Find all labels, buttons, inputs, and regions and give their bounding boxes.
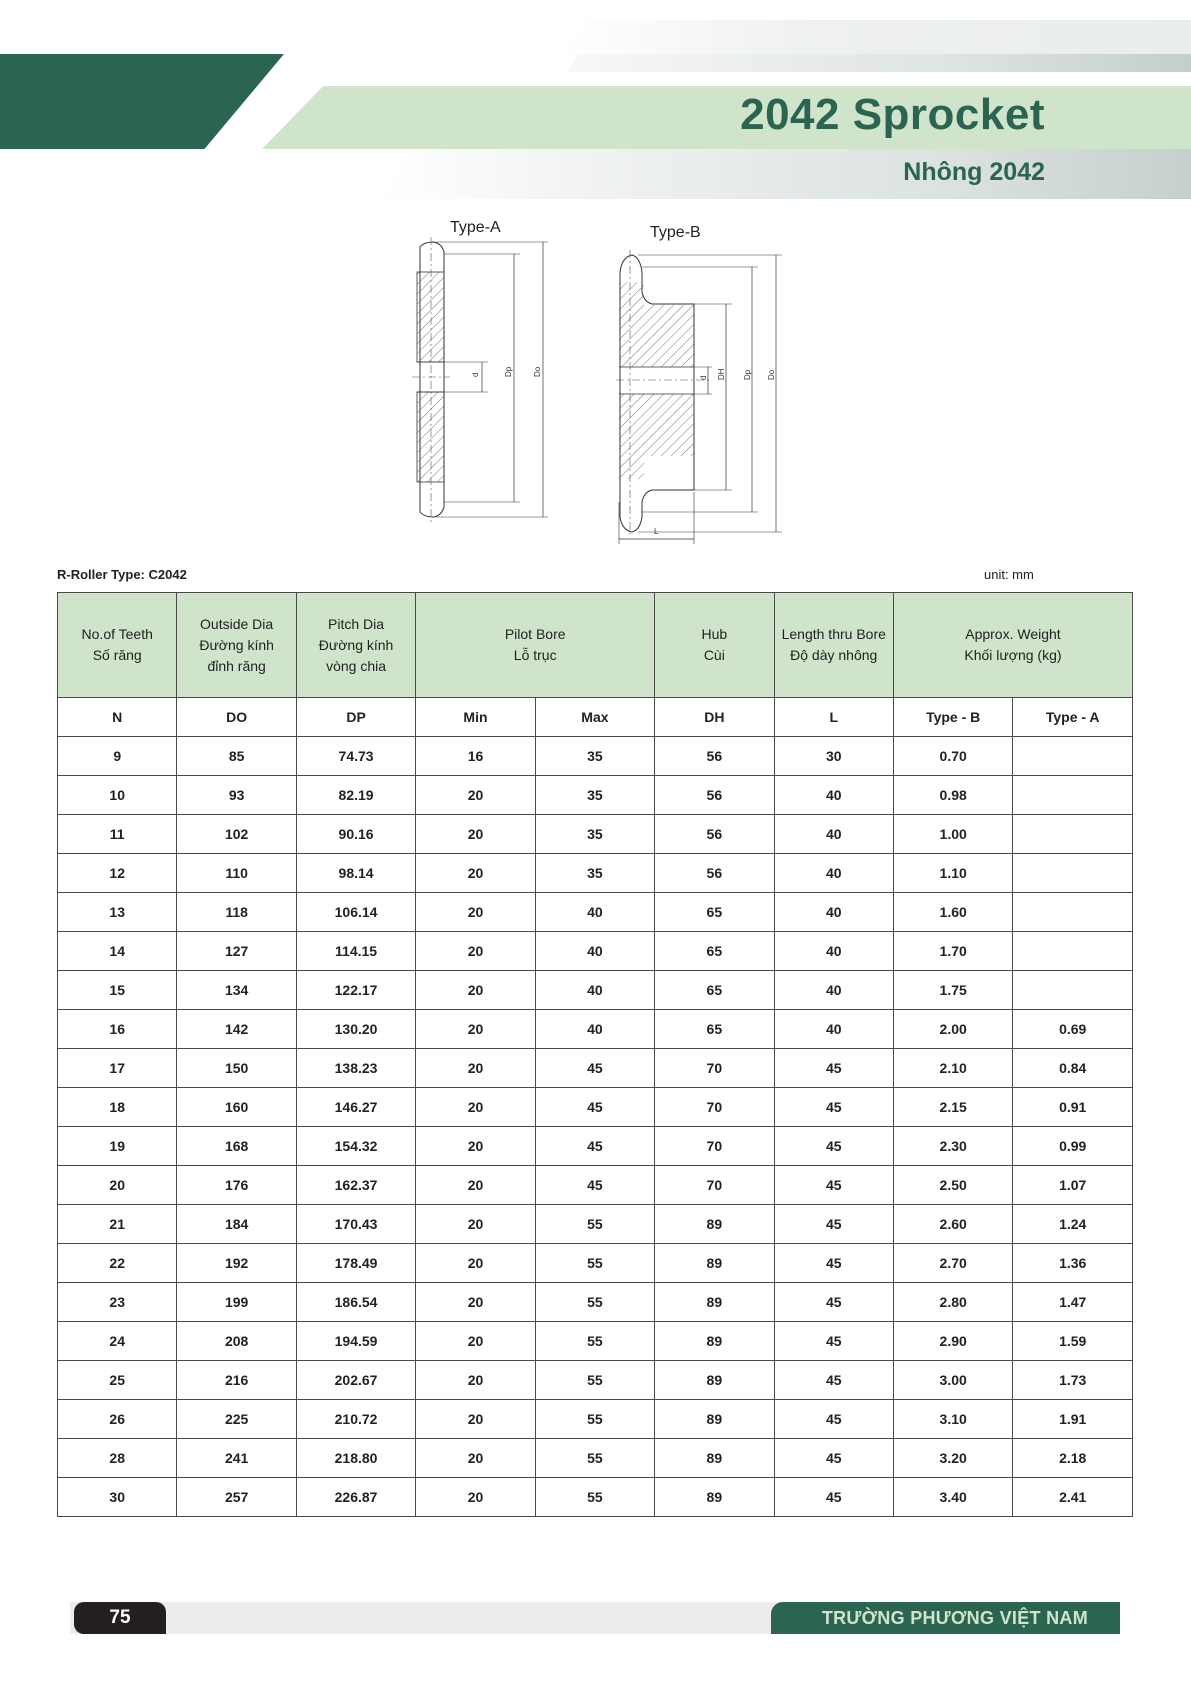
dim-d-label-b: d: [699, 375, 708, 380]
cell-length: 30: [774, 737, 893, 776]
cell-weight-type-b: 0.98: [893, 776, 1012, 815]
cell-teeth: 22: [58, 1244, 177, 1283]
cell-bore-max: 35: [535, 737, 654, 776]
group-header-row: [58, 593, 1133, 698]
cell-weight-type-b: 2.70: [893, 1244, 1012, 1283]
table-row: [58, 1127, 1133, 1166]
cell-length: 45: [774, 1283, 893, 1322]
cell-bore-max: 55: [535, 1244, 654, 1283]
header-approx-weight: Approx. Weight Khối lượng (kg): [893, 593, 1132, 698]
table-row: [58, 1322, 1133, 1361]
cell-length: 45: [774, 1400, 893, 1439]
subheader-do: DO: [177, 698, 296, 737]
cell-bore-max: 55: [535, 1478, 654, 1517]
cell-weight-type-a: [1013, 971, 1133, 1010]
dim-dh-label: DH: [717, 368, 726, 380]
cell-teeth: 18: [58, 1088, 177, 1127]
subheader-l: L: [774, 698, 893, 737]
cell-bore-min: 20: [416, 1205, 535, 1244]
cell-weight-type-a: [1013, 737, 1133, 776]
cell-weight-type-b: 1.10: [893, 854, 1012, 893]
cell-weight-type-b: 2.50: [893, 1166, 1012, 1205]
cell-bore-min: 20: [416, 1127, 535, 1166]
cell-hub: 65: [655, 893, 774, 932]
cell-hub: 89: [655, 1322, 774, 1361]
cell-bore-min: 20: [416, 971, 535, 1010]
cell-pitch-dia: 226.87: [296, 1478, 415, 1517]
cell-length: 40: [774, 815, 893, 854]
cell-teeth: 13: [58, 893, 177, 932]
cell-weight-type-b: 1.75: [893, 971, 1012, 1010]
cell-bore-min: 20: [416, 1244, 535, 1283]
cell-teeth: 23: [58, 1283, 177, 1322]
cell-teeth: 28: [58, 1439, 177, 1478]
cell-bore-min: 20: [416, 1322, 535, 1361]
cell-hub: 56: [655, 854, 774, 893]
cell-weight-type-a: 1.07: [1013, 1166, 1133, 1205]
cell-hub: 89: [655, 1439, 774, 1478]
cell-weight-type-a: [1013, 815, 1133, 854]
subheader-dp: DP: [296, 698, 415, 737]
cell-bore-max: 55: [535, 1205, 654, 1244]
cell-teeth: 30: [58, 1478, 177, 1517]
cell-weight-type-a: 1.47: [1013, 1283, 1133, 1322]
cell-pitch-dia: 210.72: [296, 1400, 415, 1439]
type-a-drawing: [412, 219, 548, 522]
cell-weight-type-a: 2.18: [1013, 1439, 1133, 1478]
header-pitch-dia: Pitch Dia Đường kính vòng chia: [296, 593, 415, 698]
cell-length: 45: [774, 1127, 893, 1166]
type-b-label: Type-B: [650, 224, 701, 241]
cell-outside-dia: 257: [177, 1478, 296, 1517]
table-row: [58, 893, 1133, 932]
cell-bore-min: 20: [416, 815, 535, 854]
table-row: [58, 815, 1133, 854]
cell-outside-dia: 85: [177, 737, 296, 776]
cell-pitch-dia: 82.19: [296, 776, 415, 815]
cell-bore-min: 20: [416, 1478, 535, 1517]
cell-weight-type-b: 2.15: [893, 1088, 1012, 1127]
cell-outside-dia: 208: [177, 1322, 296, 1361]
cell-outside-dia: 184: [177, 1205, 296, 1244]
cell-teeth: 11: [58, 815, 177, 854]
subheader-n: N: [58, 698, 177, 737]
cell-outside-dia: 118: [177, 893, 296, 932]
cell-outside-dia: 176: [177, 1166, 296, 1205]
cell-length: 45: [774, 1049, 893, 1088]
cell-hub: 65: [655, 932, 774, 971]
cell-bore-min: 20: [416, 1361, 535, 1400]
cell-teeth: 16: [58, 1010, 177, 1049]
cell-bore-max: 40: [535, 893, 654, 932]
cell-weight-type-b: 2.30: [893, 1127, 1012, 1166]
cell-weight-type-a: 0.69: [1013, 1010, 1133, 1049]
cell-weight-type-a: 1.24: [1013, 1205, 1133, 1244]
cell-teeth: 17: [58, 1049, 177, 1088]
cell-weight-type-a: 1.59: [1013, 1322, 1133, 1361]
cell-hub: 89: [655, 1205, 774, 1244]
dim-d-label: d: [471, 372, 480, 377]
subheader-type-a: Type - A: [1013, 698, 1133, 737]
cell-bore-max: 55: [535, 1400, 654, 1439]
cell-pitch-dia: 130.20: [296, 1010, 415, 1049]
header-decor-light-green: [262, 86, 1191, 149]
cell-weight-type-b: 2.90: [893, 1322, 1012, 1361]
cell-outside-dia: 110: [177, 854, 296, 893]
table-row: [58, 1244, 1133, 1283]
cell-pitch-dia: 186.54: [296, 1283, 415, 1322]
cell-length: 45: [774, 1166, 893, 1205]
cell-length: 45: [774, 1088, 893, 1127]
cell-teeth: 21: [58, 1205, 177, 1244]
cell-outside-dia: 216: [177, 1361, 296, 1400]
header-decor-gray-strip: [566, 54, 1191, 72]
table-row: [58, 1400, 1133, 1439]
cell-bore-max: 35: [535, 854, 654, 893]
table-row: [58, 1283, 1133, 1322]
cell-outside-dia: 134: [177, 971, 296, 1010]
header-decor-gray-top: [560, 20, 1191, 56]
cell-outside-dia: 241: [177, 1439, 296, 1478]
page-number: 75: [74, 1602, 166, 1634]
cell-length: 45: [774, 1361, 893, 1400]
cell-weight-type-b: 2.60: [893, 1205, 1012, 1244]
table-row: [58, 1205, 1133, 1244]
subheader-max: Max: [535, 698, 654, 737]
header-decor-subtitle-strip: [380, 149, 1191, 199]
cell-pitch-dia: 138.23: [296, 1049, 415, 1088]
cell-weight-type-b: 3.10: [893, 1400, 1012, 1439]
cell-teeth: 24: [58, 1322, 177, 1361]
table-row: [58, 1088, 1133, 1127]
cell-length: 40: [774, 1010, 893, 1049]
cell-bore-max: 35: [535, 815, 654, 854]
cell-hub: 89: [655, 1361, 774, 1400]
cell-hub: 65: [655, 971, 774, 1010]
cell-teeth: 15: [58, 971, 177, 1010]
cell-length: 40: [774, 854, 893, 893]
header-teeth: No.of Teeth Số răng: [58, 593, 177, 698]
table-row: [58, 971, 1133, 1010]
cell-bore-min: 20: [416, 1049, 535, 1088]
cell-outside-dia: 127: [177, 932, 296, 971]
cell-pitch-dia: 106.14: [296, 893, 415, 932]
cell-length: 45: [774, 1322, 893, 1361]
cell-outside-dia: 142: [177, 1010, 296, 1049]
cell-weight-type-b: 1.60: [893, 893, 1012, 932]
cell-outside-dia: 102: [177, 815, 296, 854]
cell-pitch-dia: 90.16: [296, 815, 415, 854]
cell-length: 45: [774, 1244, 893, 1283]
cell-pitch-dia: 170.43: [296, 1205, 415, 1244]
header-hub: Hub Cùi: [655, 593, 774, 698]
cell-hub: 70: [655, 1049, 774, 1088]
table-row: [58, 737, 1133, 776]
cell-outside-dia: 199: [177, 1283, 296, 1322]
cell-bore-min: 20: [416, 1400, 535, 1439]
cell-hub: 65: [655, 1010, 774, 1049]
cell-bore-max: 45: [535, 1088, 654, 1127]
dim-dp-label: Dp: [504, 366, 513, 377]
cell-weight-type-a: 0.91: [1013, 1088, 1133, 1127]
footer-brand: TRƯỜNG PHƯƠNG VIỆT NAM: [771, 1602, 1120, 1634]
header-decor-dark-green: [0, 54, 284, 149]
type-a-label: Type-A: [450, 219, 501, 236]
dim-do-label-b: Do: [767, 369, 776, 380]
cell-teeth: 12: [58, 854, 177, 893]
cell-length: 45: [774, 1205, 893, 1244]
cell-pitch-dia: 74.73: [296, 737, 415, 776]
cell-bore-min: 20: [416, 1439, 535, 1478]
cell-bore-max: 55: [535, 1439, 654, 1478]
cell-weight-type-a: 2.41: [1013, 1478, 1133, 1517]
cell-bore-max: 55: [535, 1361, 654, 1400]
subheader-dh: DH: [655, 698, 774, 737]
header-outside-dia: Outside Dia Đường kính đỉnh răng: [177, 593, 296, 698]
cell-length: 40: [774, 776, 893, 815]
header-length-thru-bore: Length thru Bore Độ dày nhông: [774, 593, 893, 698]
cell-weight-type-a: 1.73: [1013, 1361, 1133, 1400]
cell-bore-max: 40: [535, 971, 654, 1010]
header-pilot-bore: Pilot Bore Lỗ trục: [416, 593, 655, 698]
cell-weight-type-a: 0.99: [1013, 1127, 1133, 1166]
cell-pitch-dia: 146.27: [296, 1088, 415, 1127]
sprocket-drawings: [400, 212, 800, 552]
cell-outside-dia: 225: [177, 1400, 296, 1439]
cell-weight-type-b: 1.00: [893, 815, 1012, 854]
cell-bore-max: 45: [535, 1049, 654, 1088]
cell-outside-dia: 160: [177, 1088, 296, 1127]
cell-hub: 89: [655, 1244, 774, 1283]
table-row: [58, 1010, 1133, 1049]
cell-teeth: 14: [58, 932, 177, 971]
cell-bore-max: 45: [535, 1127, 654, 1166]
cell-bore-max: 55: [535, 1322, 654, 1361]
cell-hub: 56: [655, 737, 774, 776]
cell-length: 45: [774, 1439, 893, 1478]
cell-pitch-dia: 202.67: [296, 1361, 415, 1400]
cell-weight-type-a: 1.36: [1013, 1244, 1133, 1283]
cell-bore-max: 55: [535, 1283, 654, 1322]
cell-weight-type-a: 0.84: [1013, 1049, 1133, 1088]
table-row: [58, 1478, 1133, 1517]
cell-pitch-dia: 162.37: [296, 1166, 415, 1205]
unit-label: unit: mm: [984, 567, 1034, 582]
table-row: [58, 1361, 1133, 1400]
cell-weight-type-b: 2.00: [893, 1010, 1012, 1049]
cell-bore-max: 40: [535, 1010, 654, 1049]
cell-outside-dia: 150: [177, 1049, 296, 1088]
cell-hub: 89: [655, 1478, 774, 1517]
table-body: [58, 737, 1133, 1517]
cell-hub: 56: [655, 815, 774, 854]
cell-outside-dia: 168: [177, 1127, 296, 1166]
cell-hub: 70: [655, 1166, 774, 1205]
cell-outside-dia: 93: [177, 776, 296, 815]
cell-pitch-dia: 122.17: [296, 971, 415, 1010]
cell-teeth: 10: [58, 776, 177, 815]
cell-bore-min: 20: [416, 1166, 535, 1205]
dim-dp-label-b: Dp: [743, 369, 752, 380]
table-row: [58, 854, 1133, 893]
cell-hub: 89: [655, 1283, 774, 1322]
subheader-type-b: Type - B: [893, 698, 1012, 737]
cell-weight-type-b: 0.70: [893, 737, 1012, 776]
cell-length: 45: [774, 1478, 893, 1517]
cell-weight-type-b: 2.10: [893, 1049, 1012, 1088]
page-subtitle: Nhông 2042: [903, 158, 1045, 186]
subheader-min: Min: [416, 698, 535, 737]
table-row: [58, 932, 1133, 971]
cell-bore-max: 35: [535, 776, 654, 815]
cell-outside-dia: 192: [177, 1244, 296, 1283]
table-row: [58, 776, 1133, 815]
cell-bore-min: 16: [416, 737, 535, 776]
cell-bore-max: 45: [535, 1166, 654, 1205]
cell-pitch-dia: 114.15: [296, 932, 415, 971]
cell-bore-max: 40: [535, 932, 654, 971]
cell-teeth: 9: [58, 737, 177, 776]
cell-bore-min: 20: [416, 854, 535, 893]
page-title: 2042 Sprocket: [740, 90, 1045, 139]
dim-l-label: L: [654, 527, 659, 536]
cell-teeth: 25: [58, 1361, 177, 1400]
table-row: [58, 1049, 1133, 1088]
dim-do-label: Do: [533, 366, 542, 377]
cell-bore-min: 20: [416, 1088, 535, 1127]
cell-pitch-dia: 154.32: [296, 1127, 415, 1166]
cell-weight-type-b: 3.00: [893, 1361, 1012, 1400]
cell-weight-type-b: 3.40: [893, 1478, 1012, 1517]
cell-length: 40: [774, 893, 893, 932]
cell-weight-type-a: [1013, 854, 1133, 893]
sprocket-spec-table: [57, 592, 1133, 1517]
cell-bore-min: 20: [416, 932, 535, 971]
cell-weight-type-b: 2.80: [893, 1283, 1012, 1322]
cell-bore-min: 20: [416, 893, 535, 932]
cell-hub: 70: [655, 1088, 774, 1127]
cell-bore-min: 20: [416, 1283, 535, 1322]
cell-weight-type-b: 3.20: [893, 1439, 1012, 1478]
cell-pitch-dia: 178.49: [296, 1244, 415, 1283]
cell-bore-min: 20: [416, 1010, 535, 1049]
cell-hub: 89: [655, 1400, 774, 1439]
cell-length: 40: [774, 971, 893, 1010]
cell-hub: 56: [655, 776, 774, 815]
cell-teeth: 26: [58, 1400, 177, 1439]
cell-weight-type-b: 1.70: [893, 932, 1012, 971]
cell-weight-type-a: [1013, 893, 1133, 932]
type-b-drawing: [616, 224, 782, 544]
table-row: [58, 1439, 1133, 1478]
sub-header-row: [58, 698, 1133, 737]
cell-pitch-dia: 194.59: [296, 1322, 415, 1361]
roller-type-label: R-Roller Type: C2042: [57, 567, 187, 582]
cell-hub: 70: [655, 1127, 774, 1166]
cell-pitch-dia: 218.80: [296, 1439, 415, 1478]
table-row: [58, 1166, 1133, 1205]
cell-bore-min: 20: [416, 776, 535, 815]
cell-length: 40: [774, 932, 893, 971]
cell-weight-type-a: [1013, 932, 1133, 971]
cell-teeth: 20: [58, 1166, 177, 1205]
cell-weight-type-a: 1.91: [1013, 1400, 1133, 1439]
cell-teeth: 19: [58, 1127, 177, 1166]
cell-weight-type-a: [1013, 776, 1133, 815]
cell-pitch-dia: 98.14: [296, 854, 415, 893]
